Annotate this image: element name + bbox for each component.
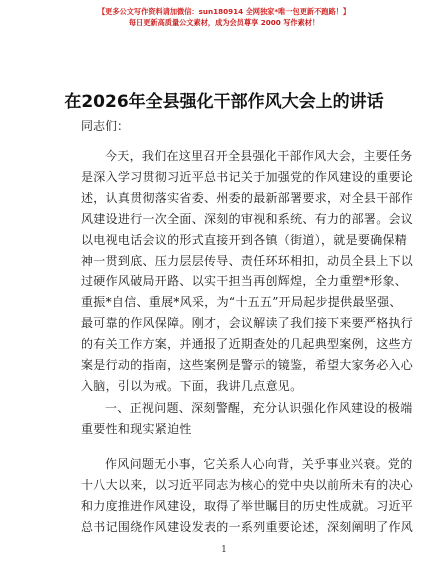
text-line: 十八大以来，以习近平同志为核心的党中央以前所未有的决心 bbox=[81, 477, 414, 492]
salutation: 同志们： bbox=[81, 119, 130, 133]
text-line: 的有关工作方案，并通报了近期查处的几起典型案例，这些方 bbox=[81, 337, 414, 352]
heading-line: 一、正视问题、深刻警醒，充分认识强化作风建设的极端 bbox=[105, 401, 413, 415]
page-number: 1 bbox=[221, 545, 227, 555]
text-line: 是深入学习贯彻习近平总书记关于加强党的作风建设的重要论 bbox=[81, 169, 414, 184]
promo-banner bbox=[0, 6, 448, 28]
text-line: 总书记围绕作风建设发表的一系列重要论述，深刻阐明了作风 bbox=[81, 519, 414, 534]
text-line: 过硬作风破局开路、以实干担当再创辉煌，全力重塑*形象、 bbox=[81, 274, 408, 289]
section-heading-1 bbox=[81, 398, 413, 440]
text-line: 最可靠的作风保障。刚才，会议解读了我们接下来要严格执行 bbox=[81, 316, 414, 331]
promo-banner-line1: 【更多公文写作资料请加微信：sun180914 全网独家*唯一包更新不跑路！】 bbox=[97, 7, 351, 16]
text-line: 作风问题无小事，它关系人心向背，关乎事业兴衰。党的 bbox=[105, 457, 413, 471]
text-line: 述，认真贯彻落实省委、州委的最新部署要求，对全县干部作 bbox=[81, 190, 414, 205]
text-line: 入脑，引以为戒。下面，我讲几点意见。 bbox=[81, 378, 303, 393]
text-line: 案是行动的指南，这些案例是警示的镜鉴，希望大家务必入心 bbox=[81, 358, 414, 373]
text-line: 和力度推进作风建设，取得了举世瞩目的历史性成就。习近平 bbox=[81, 498, 414, 513]
text-line: 神一贯到底、压力层层传导、责任环环相扣，动员全县上下以 bbox=[81, 253, 414, 268]
text-line: 重振*自信、重展*风采，为“十五五”开局起步提供最坚强、 bbox=[81, 295, 402, 310]
text-line: 今天，我们在这里召开全县强化干部作风大会，主要任务 bbox=[105, 149, 413, 163]
document-title: 在2026年全县强化干部作风大会上的讲话 bbox=[64, 92, 384, 112]
text-line: 风建设进行一次全面、深刻的审视和系统、有力的部署。会议 bbox=[81, 211, 414, 226]
text-line: 以电视电话会议的形式直接开到各镇（街道），就是要确保精 bbox=[81, 232, 408, 247]
paragraph-2 bbox=[81, 454, 414, 538]
heading-line: 重要性和现实紧迫性 bbox=[81, 421, 192, 436]
paragraph-1 bbox=[81, 146, 414, 397]
promo-banner-line2: 每日更新高质量公文素材，成为会员尊享 2000 写作素材！ bbox=[128, 18, 320, 27]
